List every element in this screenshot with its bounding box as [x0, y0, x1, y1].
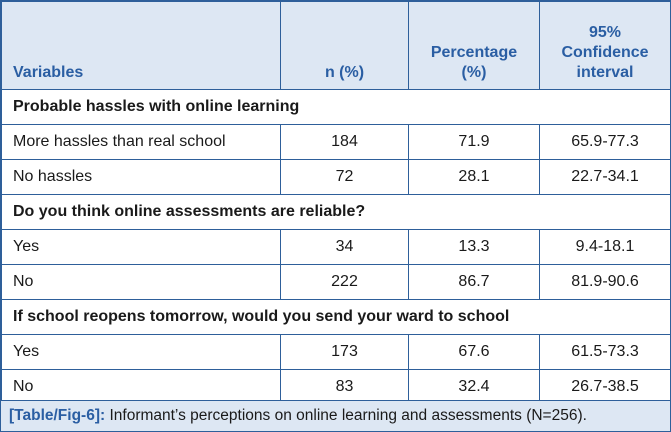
section-title: Probable hassles with online learning	[2, 90, 671, 125]
header-ci-line2: Confidence	[561, 44, 649, 61]
row-ci: 61.5-73.3	[540, 335, 671, 370]
row-n: 34	[281, 230, 409, 265]
row-n: 72	[281, 160, 409, 195]
row-percentage: 28.1	[409, 160, 540, 195]
header-variables: Variables	[2, 2, 281, 90]
table-row	[2, 160, 671, 195]
header-percentage	[409, 2, 540, 90]
row-label: No	[2, 370, 281, 405]
row-percentage: 13.3	[409, 230, 540, 265]
row-n: 184	[281, 125, 409, 160]
row-label: Yes	[2, 335, 281, 370]
row-label: More hassles than real school	[2, 125, 281, 160]
header-confidence-interval	[540, 2, 671, 90]
row-ci: 9.4-18.1	[540, 230, 671, 265]
table-caption	[1, 400, 670, 431]
caption-text: Informant’s perceptions on online learning and assessments (N=256).	[105, 407, 587, 424]
row-label: No	[2, 265, 281, 300]
row-percentage: 32.4	[409, 370, 540, 405]
row-ci: 22.7-34.1	[540, 160, 671, 195]
section-title: Do you think online assessments are reliable?	[2, 195, 671, 230]
table-row	[2, 125, 671, 160]
row-label: No hassles	[2, 160, 281, 195]
row-ci: 81.9-90.6	[540, 265, 671, 300]
row-percentage: 67.6	[409, 335, 540, 370]
row-percentage: 86.7	[409, 265, 540, 300]
header-percentage-line2: (%)	[461, 64, 487, 81]
header-percentage-line1: Percentage	[430, 44, 518, 61]
section-row	[2, 90, 671, 125]
header-row	[2, 2, 671, 90]
row-percentage: 71.9	[409, 125, 540, 160]
row-ci: 26.7-38.5	[540, 370, 671, 405]
section-row	[2, 195, 671, 230]
header-ci-line3: interval	[576, 64, 634, 81]
row-n: 173	[281, 335, 409, 370]
row-n: 222	[281, 265, 409, 300]
row-label: Yes	[2, 230, 281, 265]
caption-tag: [Table/Fig-6]:	[9, 407, 106, 424]
row-n: 83	[281, 370, 409, 405]
data-table	[1, 1, 671, 405]
header-n-pct: n (%)	[281, 2, 409, 90]
table-row	[2, 335, 671, 370]
header-ci-line1: 95%	[588, 24, 622, 41]
table-row	[2, 230, 671, 265]
section-row	[2, 300, 671, 335]
row-ci: 65.9-77.3	[540, 125, 671, 160]
section-title: If school reopens tomorrow, would you send your ward to school	[2, 300, 671, 335]
table-row	[2, 265, 671, 300]
